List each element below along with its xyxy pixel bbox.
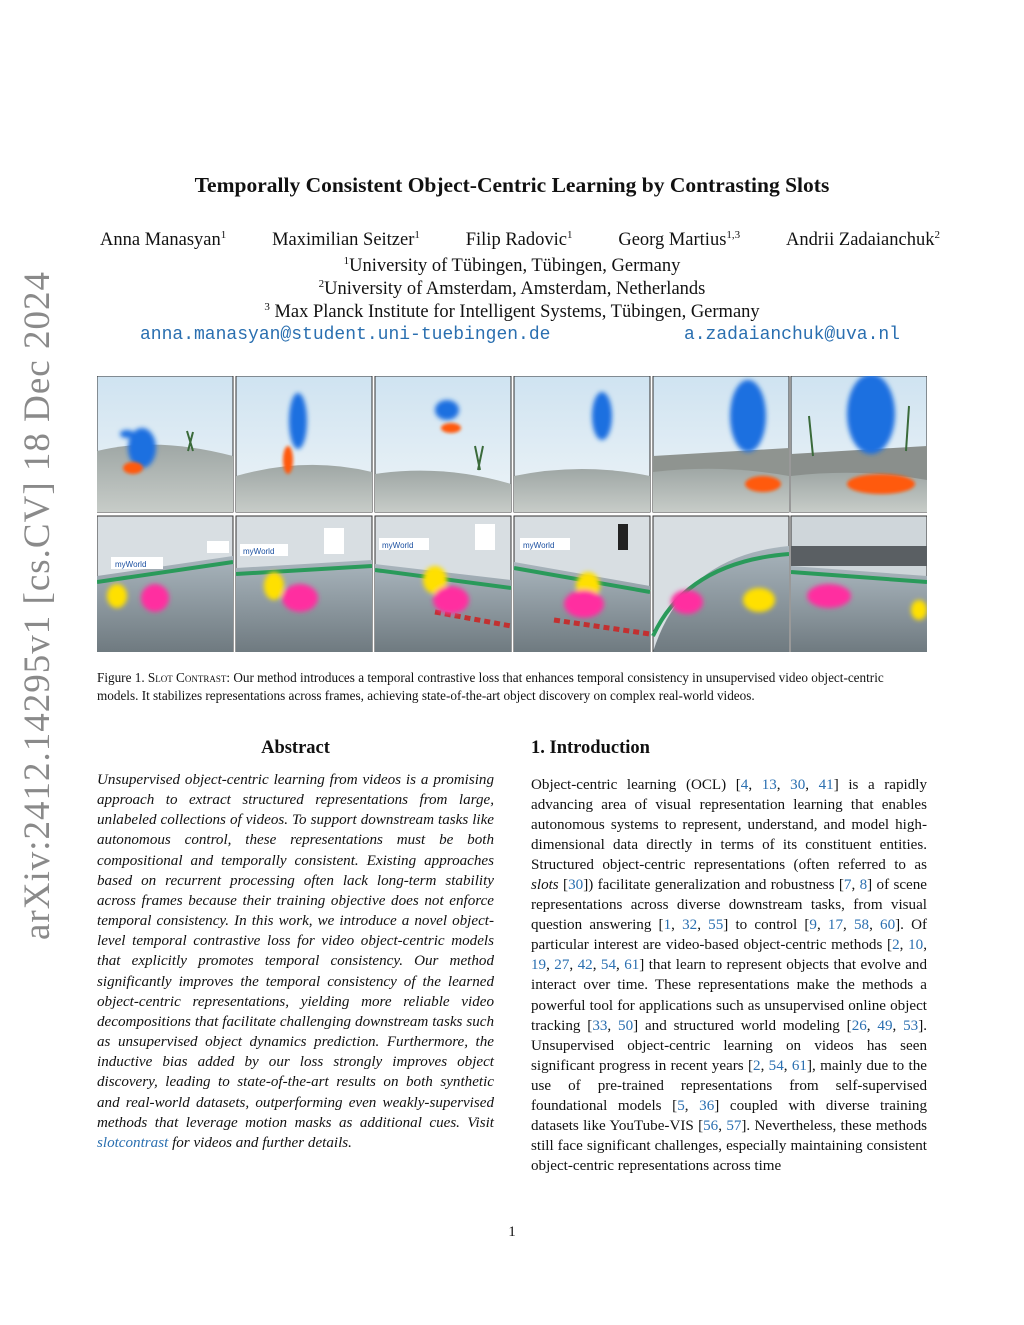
citation-link[interactable]: 9 bbox=[809, 917, 817, 934]
citation-link[interactable]: 17 bbox=[827, 917, 843, 934]
citation-link[interactable]: 10 bbox=[908, 937, 924, 954]
citation-link[interactable]: 8 bbox=[859, 877, 868, 894]
frame-moto-3 bbox=[375, 516, 511, 652]
author: Georg Martius$^{1,3}$ bbox=[618, 228, 741, 250]
abstract-heading: Abstract bbox=[261, 738, 330, 758]
intro-paragraph: Object-centric learning (OCL) [4, 13, 30, 41] is a rapidly advancing area of visual representation learning that enables autonomous systems to represent, understand, and model high-dimensional data directly in terms of its constituent entities. Structured object-centric representations (often referred to as slots [30]) facilitate generalization and robustness [7, 8] of scene representations across diverse downstream tasks, from visual question answering [1, 32, 55] to control [9, 17, 58, 60]. Of particular interest are video-based object-centric methods [2, 10, 19, 27, 42, 54, 61] that learn to represent objects that evolve and interact over time. These representations make the methods a powerful tool for applications such as unsupervised online object tracking [33, 50] and structured world modeling [26, 49, 53]. Unsupervised object-centric learning on videos has seen significant progress in recent years [2, 54, 61], mainly due to the use of pre-trained representations from self-supervised foundational models [5, 36] coupled with diverse training datasets like YouTube-VIS [56, 57]. Nevertheless, these methods still face significant challenges, especially maintaining consistent object-centric representations across time bbox=[531, 777, 928, 1174]
citation-link[interactable]: 30 bbox=[568, 877, 584, 894]
affiliation: $^3$ Max Planck Institute for Intelligent Systems, Tübingen, Germany bbox=[264, 300, 760, 322]
citation-link[interactable]: 1 bbox=[663, 917, 672, 934]
citation-link[interactable]: 19 bbox=[531, 957, 547, 974]
author-list bbox=[100, 230, 940, 251]
citation-link[interactable]: 4 bbox=[740, 777, 749, 793]
email-link[interactable]: anna.manasyan@student.uni-tuebingen.de bbox=[140, 325, 551, 345]
frame-skate-3 bbox=[375, 376, 511, 512]
citation-link[interactable]: 5 bbox=[677, 1097, 685, 1114]
banner bbox=[240, 544, 288, 556]
banner bbox=[379, 538, 429, 550]
frame-skate-1 bbox=[97, 376, 233, 512]
affiliation: $^1$University of Tübingen, Tübingen, Germany bbox=[343, 254, 681, 276]
citation-link[interactable]: 53 bbox=[903, 1017, 919, 1034]
citation-link[interactable]: 55 bbox=[708, 917, 724, 934]
figure-caption: Figure 1. Slot Contrast: Our method introduces a temporal contrastive loss that enhances temporal consistency in unsupervised video object-centric models. It stabilizes representations across frames, achieving state-of-the-art object discovery on complex real-world videos. bbox=[97, 670, 884, 703]
citation-link[interactable]: 60 bbox=[880, 917, 896, 934]
citation-link[interactable]: 26 bbox=[851, 1017, 867, 1034]
citation-link[interactable]: 13 bbox=[761, 777, 777, 793]
svg-text:myWorld: myWorld bbox=[523, 541, 555, 550]
citation-link[interactable]: 58 bbox=[853, 917, 870, 934]
affiliation: $^2$University of Amsterdam, Amsterdam, Netherlands bbox=[318, 277, 706, 299]
email-link[interactable]: a.zadaianchuk@uva.nl bbox=[683, 325, 900, 345]
citation-link[interactable]: 2 bbox=[753, 1057, 761, 1074]
citation-link[interactable]: 61 bbox=[791, 1057, 807, 1074]
svg-text:myWorld: myWorld bbox=[382, 541, 414, 550]
citation-link[interactable]: 54 bbox=[600, 957, 616, 974]
paper-title: Temporally Consistent Object-Centric Learning by Contrasting Slots bbox=[194, 173, 830, 197]
frame-moto-6 bbox=[791, 516, 927, 652]
author: Filip Radovic$^1$ bbox=[465, 228, 573, 250]
abstract-body: Unsupervised object-centric learning from videos is a promising approach to extract structured representations from large, unlabeled collections of videos. To support downstream tasks like autonomous control, these representations must be both compositional and temporally consistent. Existing approaches based on recurrent processing often lack long-term stability across frames because their training objective does not enforce temporal consistency. In this work, we introduce a novel object-level temporal contrastive loss for video object-centric models that explicitly promotes temporal consistency. Our method significantly improves the temporal consistency of the learned object-centric representations, yielding more reliable video decompositions that facilitate challenging downstream tasks such as unsupervised object dynamics prediction. Furthermore, the inductive bias added by our loss strongly improves object discovery, leading to state-of-the-art results on both synthetic and real-world datasets, outperforming even weakly-supervised methods that leverage motion masks as additional cues. Visit slotcontrast for videos and further details. bbox=[97, 772, 494, 1151]
frame-skate-4 bbox=[514, 376, 650, 512]
citation-link[interactable]: 50 bbox=[618, 1017, 634, 1034]
frame-skate-2 bbox=[236, 376, 372, 512]
frame-moto-2 bbox=[236, 516, 372, 652]
author: Andrii Zadaianchuk$^2$ bbox=[786, 228, 940, 250]
citation-link[interactable]: 61 bbox=[624, 957, 640, 974]
citation-link[interactable]: 27 bbox=[554, 957, 570, 974]
svg-text:myWorld: myWorld bbox=[243, 547, 275, 556]
svg-text:myWorld: myWorld bbox=[115, 560, 147, 569]
citation-link[interactable]: 33 bbox=[592, 1017, 608, 1034]
citation-link[interactable]: 57 bbox=[726, 1117, 742, 1134]
citation-link[interactable]: 7 bbox=[843, 877, 852, 894]
citation-link[interactable]: 2 bbox=[892, 937, 900, 954]
email-row bbox=[140, 325, 900, 345]
citation-link[interactable]: 41 bbox=[818, 777, 834, 793]
citation-link[interactable]: 49 bbox=[877, 1017, 893, 1034]
frame-skate-6 bbox=[791, 376, 927, 512]
author: Anna Manasyan$^1$ bbox=[100, 228, 227, 250]
frame-skate-5 bbox=[653, 376, 789, 512]
frame-moto-5 bbox=[653, 516, 789, 652]
citation-link[interactable]: 30 bbox=[790, 777, 806, 793]
citation-link[interactable]: 36 bbox=[699, 1097, 715, 1114]
frame-moto-4 bbox=[514, 516, 650, 652]
banner bbox=[520, 538, 570, 550]
citation-link[interactable]: 42 bbox=[577, 957, 593, 974]
page-number: 1 bbox=[508, 1224, 516, 1240]
frame-moto-1 bbox=[97, 516, 233, 652]
citation-link[interactable]: 56 bbox=[703, 1117, 719, 1134]
slotcontrast-link[interactable]: slotcontrast bbox=[97, 1134, 169, 1151]
citation-link[interactable]: 32 bbox=[682, 917, 698, 934]
section-heading: 1. Introduction bbox=[531, 738, 650, 758]
banner bbox=[111, 557, 163, 569]
figure-1-frames bbox=[97, 376, 927, 652]
arxiv-stamp: arXiv:2412.14295v1 [cs.CV] 18 Dec 2024 bbox=[17, 271, 58, 940]
author: Maximilian Seitzer$^1$ bbox=[272, 228, 420, 250]
citation-link[interactable]: 54 bbox=[768, 1057, 784, 1074]
